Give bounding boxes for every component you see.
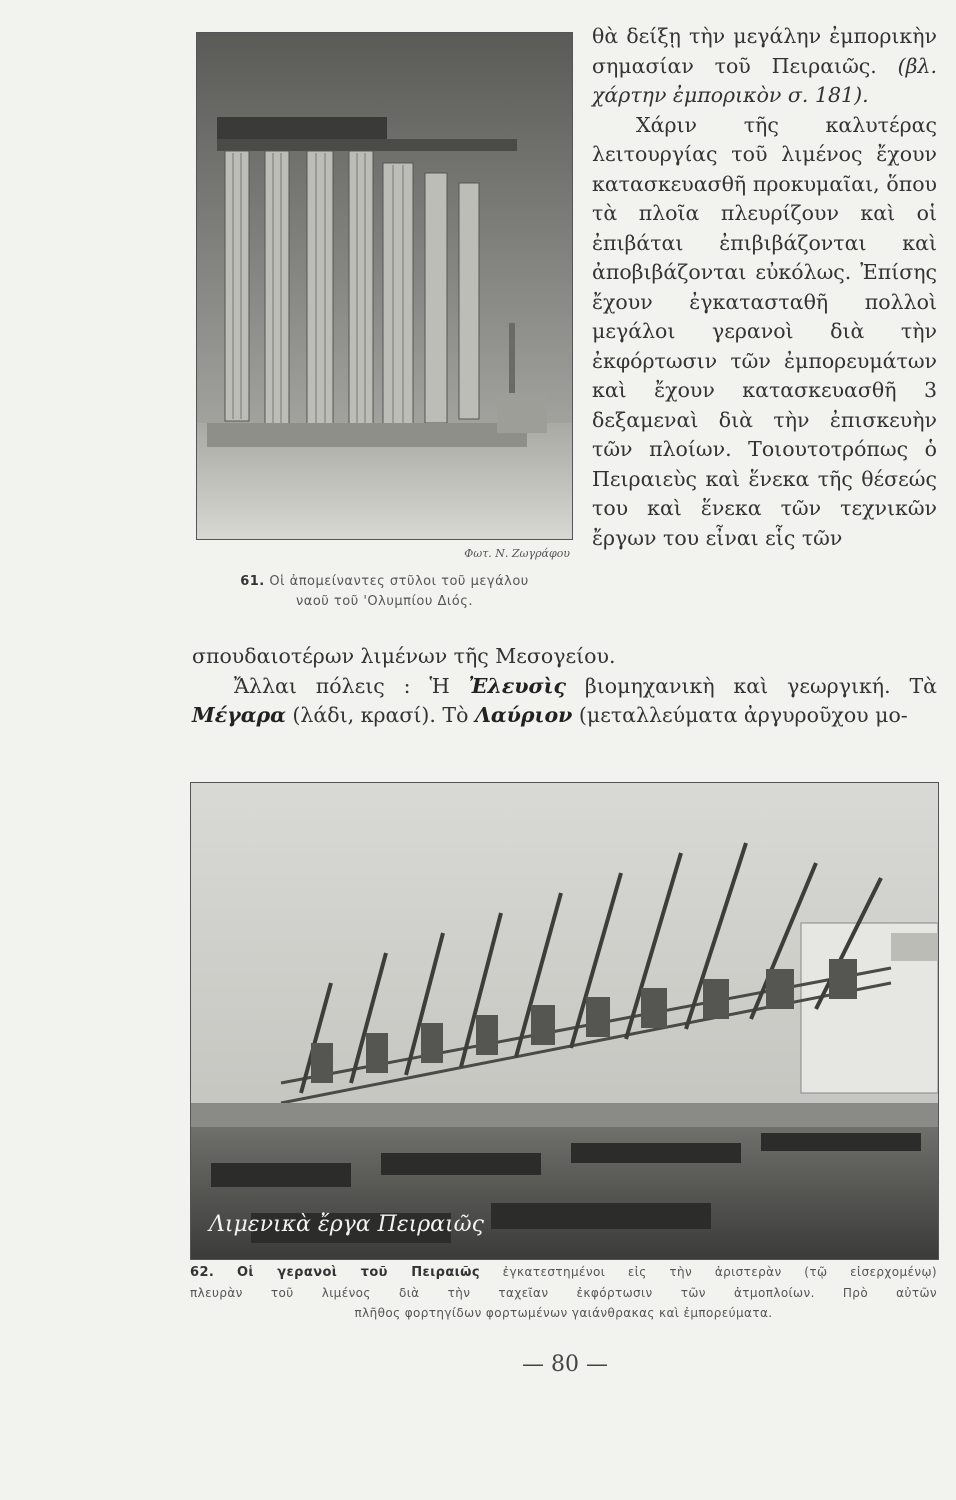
caption-line: πλευρὰν τοῦ λιμένος διὰ τὴν ταχεῖαν ἐκφόρτωσιν τῶν ἀτμοπλοίων. Πρὸ αὐτῶν [190, 1286, 937, 1300]
caption-line: ἐγκατεστημένοι εἰς τὴν ἀριστερὰν (τῷ εἰσερχομένῳ) [502, 1265, 937, 1279]
caption-line: Οἱ ἀπομείναντες στῦλοι τοῦ μεγάλου [269, 574, 529, 589]
figure-number: 61. [240, 574, 265, 589]
place-name: Ἐλευσὶς [468, 673, 567, 698]
photo-credit: Φωτ. Ν. Ζωγράφου [464, 547, 570, 560]
figure-61-caption [192, 572, 577, 612]
full-width-text [192, 642, 937, 731]
map-reference: (βλ. χάρτην ἐμπορικὸν σ. 181). [592, 53, 937, 107]
paragraph-continuation: σπουδαιοτέρων λιμένων τῆς Μεσογείου. [192, 644, 616, 668]
harbour-cranes-photo [190, 782, 939, 1260]
caption-title: Οἱ γερανοὶ τοῦ Πειραιῶς [236, 1265, 480, 1280]
caption-line: ναοῦ τοῦ 'Ολυμπίου Διός. [295, 594, 473, 609]
page-number: — 80 — [522, 1352, 608, 1377]
paragraph: Χάριν τῆς καλυτέρας λειτουργίας τοῦ λιμένος ἔχουν κατασκευασθῆ προκυμαῖαι, ὅπου τὰ πλοῖα πλευρίζουν καὶ οἱ ἐπιβάται ἐπιβιβάζονται καὶ ἀποβιβάζονται εὐκόλως. Ἐπίσης ἔχουν ἐγκατασταθῆ πολλοὶ μεγάλοι γερανοὶ διὰ τὴν ἐκφόρτωσιν τῶν ἐμπορευμάτων καὶ ἔχουν κατασκευασθῆ 3 δεξαμεναὶ διὰ τὴν ἐπισκευὴν τῶν πλοίων. Τοιουτοτρόπως ὁ Πειραιεὺς καὶ ἕνεκα τῆς θέσεώς του καὶ ἕνεκα τῶν τεχνικῶν ἔργων του εἶναι εἷς τῶν [592, 112, 937, 550]
figure-number: 62. [190, 1265, 215, 1280]
photo-inscription: Λιμενικὰ ἔργα Πειραιῶς [209, 1212, 484, 1237]
column-text [592, 22, 937, 553]
place-name: Λαύριον [474, 703, 573, 727]
temple-photo [196, 32, 573, 540]
paragraph: Ἄλλαι πόλεις : Ἡ Ἐλευσὶς βιομηχανικὴ καὶ γεωργική. Τὰ Μέγαρα (λάδι, κρασί). Τὸ Λαύριον (μεταλλεύματα ἀργυροῦχου μο- [192, 673, 938, 727]
place-name: Μέγαρα [192, 703, 286, 727]
paragraph: θὰ δείξῃ τὴν μεγάλην ἐμπορικὴν σημασίαν τοῦ Πειραιῶς. (βλ. χάρτην ἐμπορικὸν σ. 181). [592, 24, 937, 107]
figure-62-caption [190, 1262, 937, 1323]
caption-line: πλῆθος φορτηγίδων φορτωμένων γαιάνθρακας καὶ ἐμπορεύματα. [354, 1306, 773, 1320]
